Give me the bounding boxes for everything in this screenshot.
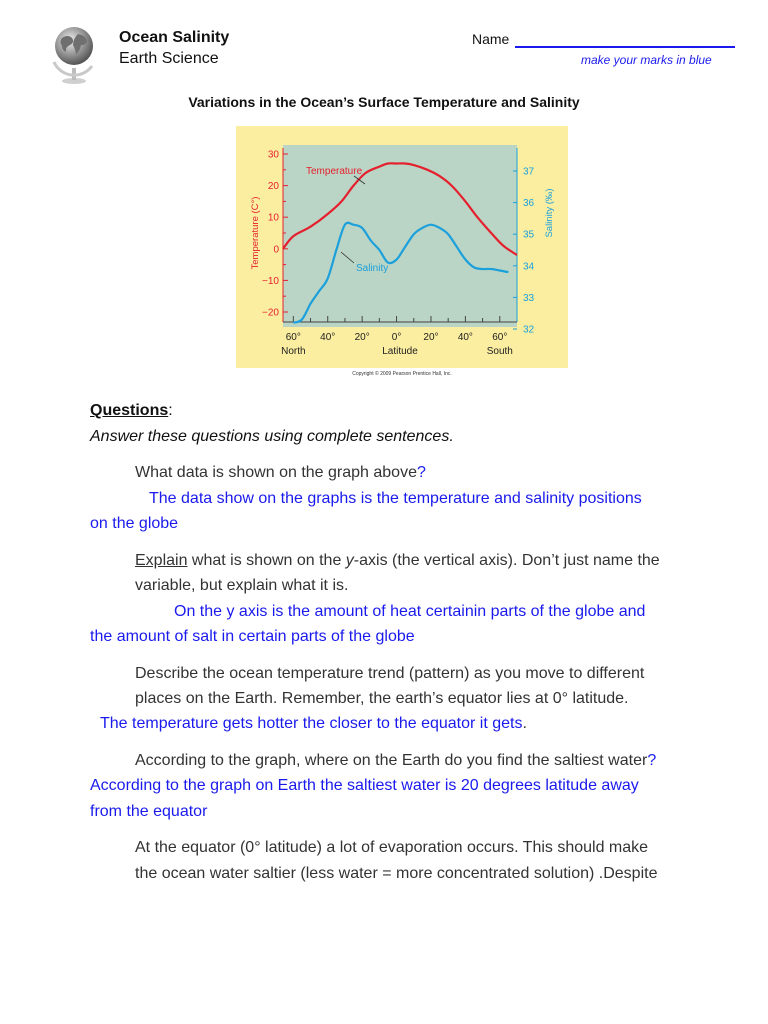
chart-container [236,126,568,368]
questions-instruction: Answer these questions using complete sentences. [90,428,454,445]
figure-title: Variations in the Ocean’s Surface Temperature and Salinity [188,94,580,110]
right-tick-label: 34 [523,261,535,273]
left-tick-label: −20 [262,307,279,319]
questions-heading: Questions: [90,402,173,419]
question-2-prompt: Explain what is shown on the y-axis (the vertical axis). Don’t just name the [135,552,660,569]
question-2-prompt-line-2: variable, but explain what it is. [135,577,349,594]
question-3-prompt: Describe the ocean temperature trend (pattern) as you move to different [135,665,645,682]
instruction-note: make your marks in blue [581,53,712,67]
answer-2-line-2[interactable]: the amount of salt in certain parts of the globe [90,628,415,645]
document-subtitle: Earth Science [119,50,219,67]
x-tick-label: 20° [423,332,439,343]
name-field-line[interactable] [515,46,735,48]
x-tick-label: 40° [320,332,336,343]
globe-logo-icon [48,22,100,84]
right-tick-label: 35 [523,229,535,241]
right-tick-label: 36 [523,198,535,210]
document-title: Ocean Salinity [119,29,230,46]
x-tick-label: 20° [354,332,370,343]
right-tick-label: 37 [523,166,535,178]
left-tick-label: −10 [262,275,279,287]
answer-1-line-1[interactable]: The data show on the graphs is the temperature and salinity positions [149,490,642,507]
x-axis-label: Latitude [382,346,418,357]
x-end-label-south: South [486,346,513,357]
right-tick-label: 32 [523,324,535,336]
left-tick-label: 10 [267,212,279,224]
left-tick-label: 20 [267,181,279,193]
x-tick-label: 60° [492,332,508,343]
answer-2-line-1[interactable]: On the y axis is the amount of heat certainin parts of the globe and [174,603,646,620]
x-end-label-north: North [281,346,306,357]
left-tick-label: 30 [267,149,279,161]
chart-svg [236,126,568,368]
question-4-prompt: According to the graph, where on the Earth do you find the saltiest water? [135,752,657,769]
answer-1-line-2[interactable]: on the globe [90,515,179,532]
temperature-annotation: Temperature [306,166,363,177]
question-1-prompt: What data is shown on the graph above? [135,464,426,481]
answer-3-line-1[interactable]: The temperature gets hotter the closer to the equator it gets. [100,715,527,732]
right-tick-label: 33 [523,292,535,304]
copyright-note: Copyright © 2009 Pearson Prentice Hall, Inc. [352,371,452,377]
question-5-prompt: At the equator (0° latitude) a lot of evaporation occurs. This should make [135,839,649,856]
left-tick-label: 0 [273,244,279,256]
left-axis-title: Temperature (C°) [250,196,261,270]
right-axis-title: Salinity (‰) [544,188,555,238]
answer-4-line-1[interactable]: According to the graph on Earth the saltiest water is 20 degrees latitude away [90,777,639,794]
x-tick-label: 60° [285,332,301,343]
x-tick-label: 0° [391,332,402,343]
salinity-annotation: Salinity [356,263,389,274]
x-tick-label: 40° [457,332,473,343]
answer-4-line-2[interactable]: from the equator [90,803,208,820]
question-5-prompt-line-2: the ocean water saltier (less water = more concentrated solution) .Despite [135,865,658,882]
name-label: Name [472,31,510,47]
question-3-prompt-line-2: places on the Earth. Remember, the earth’s equator lies at 0° latitude. [135,690,629,707]
